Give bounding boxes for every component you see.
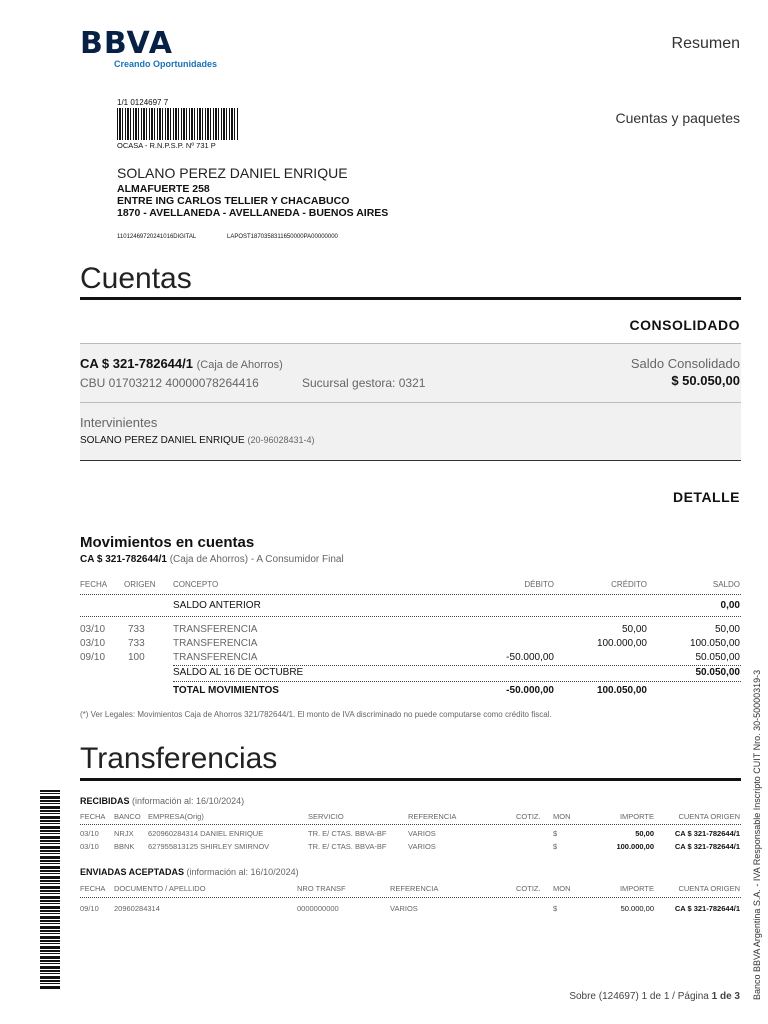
col-fecha: FECHA <box>80 580 108 589</box>
recibidas-info: (información al: 16/10/2024) <box>132 796 245 806</box>
holder-id: (20-96028431-4) <box>247 435 315 445</box>
legal-side-note: Banco BBVA Argentina S.A. - IVA Responsable Inscripto CUIT Nro. 30-50000319-3 <box>752 669 762 1000</box>
saldo-anterior-label: SALDO ANTERIOR <box>173 600 261 611</box>
footer-page-number: 1 de 3 <box>711 991 740 1002</box>
mail-code-left: 11012469720241016DIGITAL <box>117 234 197 240</box>
rec-row-1-mon: $ <box>553 829 558 838</box>
env-col-mon: MON <box>553 884 571 893</box>
header-dotted-rule <box>80 594 741 595</box>
address-line-3: 1870 - AVELLANEDA - AVELLANEDA - BUENOS AIRES <box>117 207 389 219</box>
movements-account <box>80 554 344 565</box>
enviadas-dotted-rule <box>80 897 741 898</box>
rec-row-2-cuenta: CA $ 321-782644/1 <box>674 842 740 851</box>
env-row-1-mon: $ <box>553 904 558 913</box>
movement-row-1-credito: 50,00 <box>621 624 647 635</box>
detalle-label: DETALLE <box>672 489 740 505</box>
balance-value: $ 50.050,00 <box>671 373 740 388</box>
env-row-1-documento: 20960284314 <box>114 904 160 913</box>
env-row-1-cuenta: CA $ 321-782644/1 <box>674 904 740 913</box>
recibidas-dotted-rule <box>80 824 741 825</box>
env-row-1-referencia: VARIOS <box>390 904 418 913</box>
movement-row-2-origen: 733 <box>128 638 145 649</box>
holder-name: SOLANO PEREZ DANIEL ENRIQUE <box>80 435 245 446</box>
rec-row-2-fecha: 03/10 <box>80 842 99 851</box>
movements-title: Movimientos en cuentas <box>80 534 255 551</box>
rec-row-1-cuenta: CA $ 321-782644/1 <box>674 829 740 838</box>
rec-row-2-referencia: VARIOS <box>408 842 436 851</box>
client-name: SOLANO PEREZ DANIEL ENRIQUE <box>117 165 348 181</box>
rec-col-fecha: FECHA <box>80 812 106 821</box>
transferencias-heading: Transferencias <box>80 742 278 775</box>
movement-row-3-concepto: TRANSFERENCIA <box>173 652 258 663</box>
movement-row-1-origen: 733 <box>128 624 145 635</box>
bank-tagline: Creando Oportunidades <box>114 59 218 69</box>
saldo-anterior-value: 0,00 <box>720 600 740 611</box>
rec-row-1-empresa: 620960284314 DANIEL ENRIQUE <box>148 829 264 838</box>
env-row-1-fecha: 09/10 <box>80 904 99 913</box>
movement-row-1-fecha: 03/10 <box>80 624 106 635</box>
env-row-1-nro: 0000000000 <box>297 904 339 913</box>
movements-account-desc: (Caja de Ahorros) - A Consumidor Final <box>169 554 344 565</box>
rec-row-1-importe: 50,00 <box>635 829 654 838</box>
recibidas-label: RECIBIDAS <box>80 796 130 806</box>
address-line-2: ENTRE ING CARLOS TELLIER Y CHACABUCO <box>117 195 350 207</box>
rec-row-1-fecha: 03/10 <box>80 829 99 838</box>
env-col-cuenta: CUENTA ORIGEN <box>678 884 740 893</box>
account-summary-box <box>80 344 741 402</box>
rec-row-2-servicio: TR. E/ CTAS. BBVA-BF <box>308 842 387 851</box>
rec-row-2-empresa: 627955813125 SHIRLEY SMIRNOV <box>148 842 270 851</box>
rec-col-mon: MON <box>553 812 571 821</box>
saldo-final-value: 50.050,00 <box>695 667 740 678</box>
saldo-final-rule <box>173 665 741 666</box>
cuentas-rule <box>80 297 741 300</box>
env-row-1-importe: 50.000,00 <box>620 904 654 913</box>
account-number: CA $ 321-782644/1 <box>80 356 193 371</box>
rec-col-cotiz: COTIZ. <box>516 812 541 821</box>
document-subtitle: Cuentas y paquetes <box>615 110 740 126</box>
mail-code-right: LAPOST1870358311650000PA00000000 <box>227 234 338 240</box>
intervinientes-label: Intervinientes <box>80 415 158 430</box>
col-credito: CRÉDITO <box>611 580 647 589</box>
col-concepto: CONCEPTO <box>173 580 219 589</box>
address-line-1: ALMAFUERTE 258 <box>117 183 210 195</box>
total-rule <box>173 681 741 682</box>
movements-footnote: (*) Ver Legales: Movimientos Caja de Ahorros 321/782644/1. El monto de IVA discriminado no puede computarse como crédito fiscal. <box>80 710 552 719</box>
movement-row-2-fecha: 03/10 <box>80 638 106 649</box>
total-credito: 100.050,00 <box>596 685 647 696</box>
account-cbu: CBU 01703212 40000078264416 <box>80 376 259 390</box>
movement-row-3-fecha: 09/10 <box>80 652 106 663</box>
page-footer <box>569 991 740 1002</box>
movement-row-3-origen: 100 <box>128 652 145 663</box>
movement-row-3-debito: -50.000,00 <box>506 652 554 663</box>
rec-row-2-mon: $ <box>553 842 558 851</box>
env-col-documento: DOCUMENTO / APELLIDO <box>114 884 206 893</box>
enviadas-info: (información al: 16/10/2024) <box>186 867 299 877</box>
document-title: Resumen <box>671 35 740 52</box>
account-line <box>80 356 283 371</box>
account-branch: Sucursal gestora: 0321 <box>302 376 426 390</box>
barcode-number: 1/1 0124697 7 <box>117 98 169 107</box>
movement-row-3-saldo: 50.050,00 <box>695 652 740 663</box>
movement-row-2-concepto: TRANSFERENCIA <box>173 638 258 649</box>
rec-col-banco: BANCO <box>114 812 141 821</box>
movements-account-number: CA $ 321-782644/1 <box>80 554 167 565</box>
bank-logo: BBVA <box>80 26 173 61</box>
footer-text: Sobre (124697) 1 de 1 / Página <box>569 991 712 1002</box>
total-debito: -50.000,00 <box>506 685 554 696</box>
env-col-fecha: FECHA <box>80 884 106 893</box>
enviadas-label: ENVIADAS ACEPTADAS <box>80 867 185 877</box>
movement-row-2-credito: 100.000,00 <box>596 638 647 649</box>
balance-label: Saldo Consolidado <box>630 356 740 371</box>
account-type: (Caja de Ahorros) <box>196 359 283 371</box>
movement-row-1-saldo: 50,00 <box>714 624 740 635</box>
saldo-final-label: SALDO AL 16 DE OCTUBRE <box>173 667 304 678</box>
rec-col-servicio: SERVICIO <box>308 812 344 821</box>
col-saldo: SALDO <box>712 580 740 589</box>
rec-row-2-banco: BBNK <box>114 842 135 851</box>
env-col-nro: NRO TRANSF <box>297 884 346 893</box>
transferencias-rule <box>80 778 741 781</box>
movement-row-2-saldo: 100.050,00 <box>689 638 740 649</box>
env-col-cotiz: COTIZ. <box>516 884 541 893</box>
recibidas-header <box>80 796 244 806</box>
rec-row-1-referencia: VARIOS <box>408 829 436 838</box>
total-label: TOTAL MOVIMIENTOS <box>173 685 279 696</box>
rec-col-empresa: EMPRESA(Orig) <box>148 812 204 821</box>
saldo-anterior-rule <box>80 616 741 617</box>
rec-row-1-servicio: TR. E/ CTAS. BBVA-BF <box>308 829 387 838</box>
consolidado-label: CONSOLIDADO <box>629 317 740 333</box>
env-col-importe: IMPORTE <box>619 884 654 893</box>
holder-line <box>80 435 315 446</box>
enviadas-header <box>80 867 299 877</box>
side-barcode <box>40 790 60 990</box>
rec-col-referencia: REFERENCIA <box>408 812 457 821</box>
col-debito: DÉBITO <box>524 580 554 589</box>
env-col-referencia: REFERENCIA <box>390 884 439 893</box>
mailing-barcode <box>117 108 239 140</box>
intervinientes-rule <box>80 460 741 461</box>
rec-row-2-importe: 100.000,00 <box>616 842 654 851</box>
courier-label: OCASA - R.N.P.S.P. Nº 731 P <box>117 141 216 150</box>
rec-col-cuenta: CUENTA ORIGEN <box>678 812 740 821</box>
intervinientes-box <box>80 403 741 460</box>
rec-col-importe: IMPORTE <box>619 812 654 821</box>
movement-row-1-concepto: TRANSFERENCIA <box>173 624 258 635</box>
col-origen: ORIGEN <box>124 580 156 589</box>
cuentas-heading: Cuentas <box>80 262 192 295</box>
rec-row-1-banco: NRJX <box>114 829 134 838</box>
